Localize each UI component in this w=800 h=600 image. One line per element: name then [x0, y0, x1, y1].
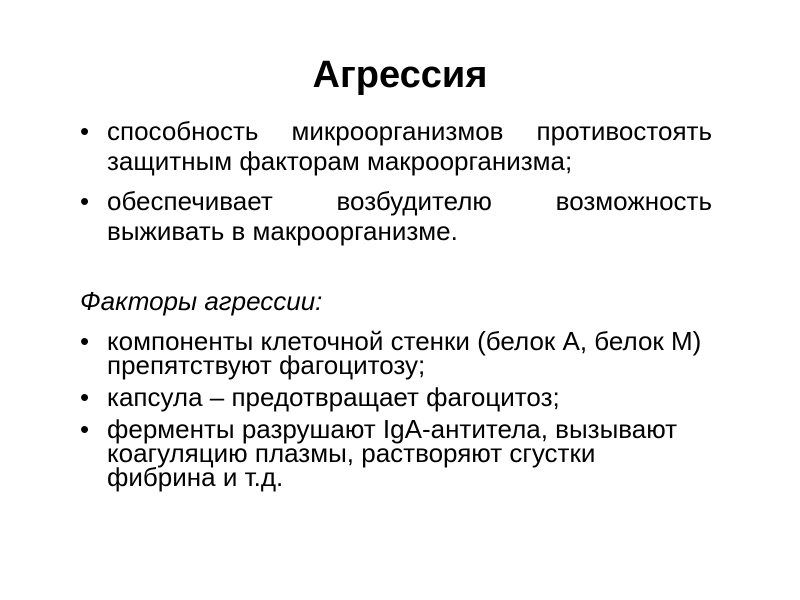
list-item [80, 414, 712, 492]
bullet-icon: • [80, 326, 90, 356]
slide-title: Агрессия [312, 54, 488, 96]
bullet-icon: • [80, 414, 90, 444]
factors-list [80, 326, 712, 497]
list-item-line: коагуляцию плазмы, растворяют сгустки [107, 438, 596, 468]
factors-heading: Факторы агрессии: [80, 286, 323, 316]
list-item-line: капсула – предотвращает фагоцитоз; [107, 382, 560, 412]
list-item-line: ферменты разрушают IgA-антитела, вызывают [107, 414, 678, 444]
list-item-line: выживать в макроорганизме. [107, 216, 458, 246]
list-item [80, 116, 712, 176]
list-item-line: компоненты клеточной стенки (белок А, белок М) [107, 326, 702, 356]
list-item-line: защитным факторам макроорганизма; [107, 146, 573, 176]
list-item [80, 382, 712, 412]
list-item-line: обеспечивает возбудителю возможность [107, 186, 712, 216]
bullet-icon: • [80, 116, 90, 146]
list-item-line: препятствуют фагоцитозу; [107, 350, 426, 380]
list-item-line: фибрина и т.д. [107, 462, 284, 492]
list-item [80, 326, 712, 380]
bullet-icon: • [80, 382, 90, 412]
list-item-line: способность микроорганизмов противостоять [107, 116, 712, 146]
list-item [80, 186, 712, 246]
properties-list [80, 116, 712, 256]
bullet-icon: • [80, 186, 90, 216]
